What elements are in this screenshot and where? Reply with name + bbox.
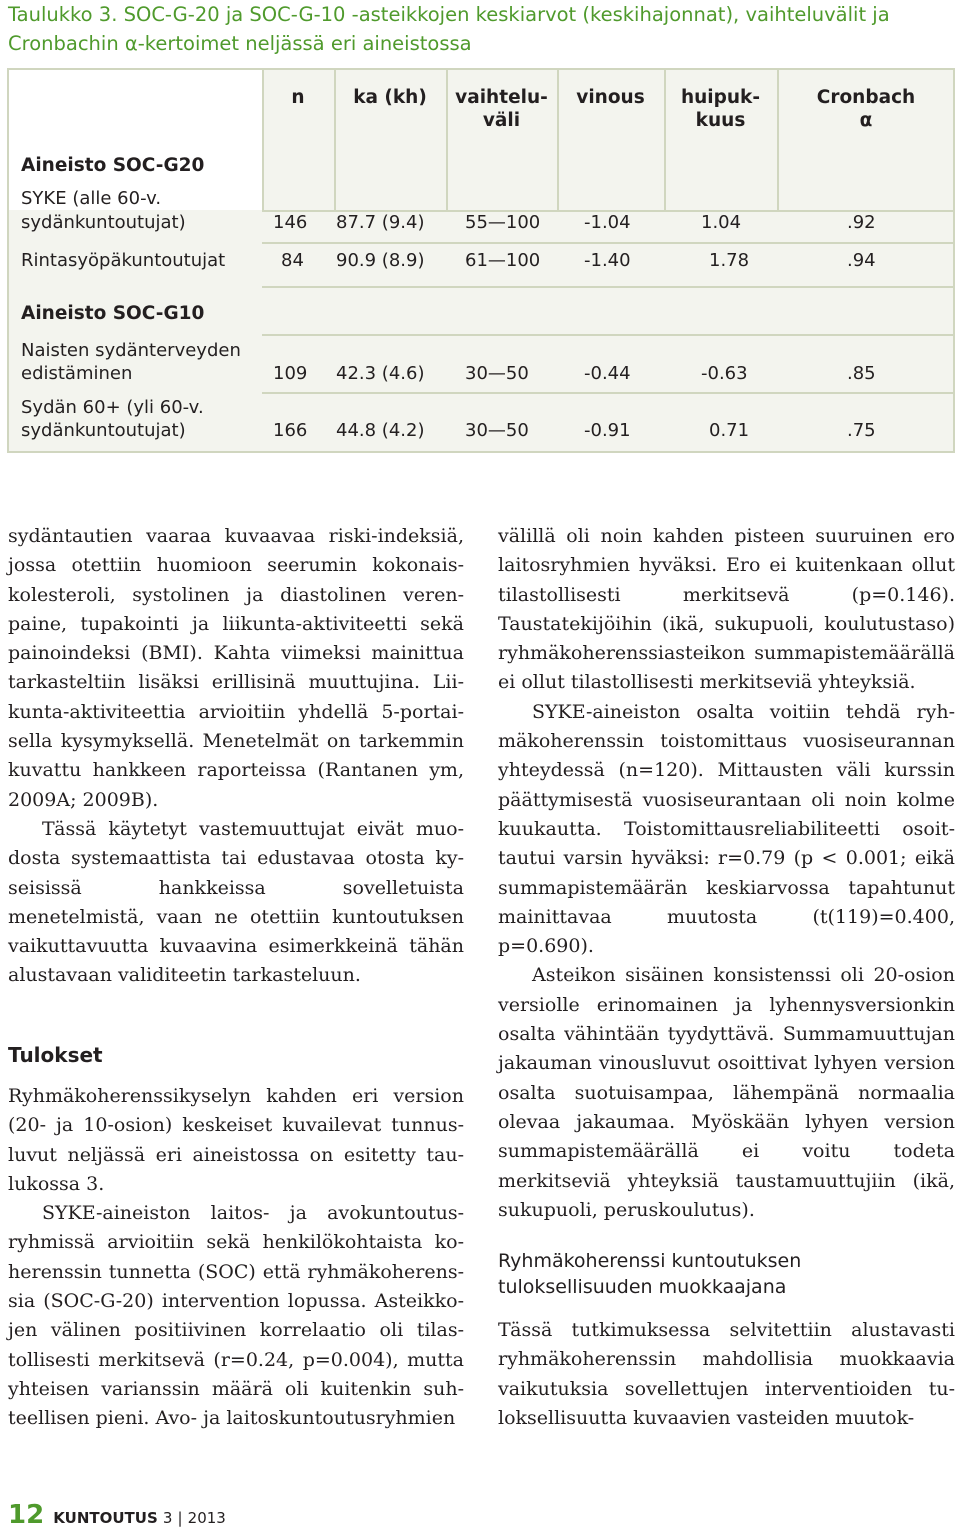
cell-range: 30—50 [465, 420, 529, 441]
cell-skew: -1.40 [584, 250, 631, 271]
cell-mean: 42.3 (4.6) [336, 363, 425, 384]
col-header-mean: ka (kh) [353, 87, 427, 108]
cell-n: 84 [281, 250, 304, 271]
page-number: 12 [8, 1500, 45, 1530]
right-text-column [498, 522, 955, 1225]
section-heading: Tulokset [8, 1043, 103, 1067]
table-rule [262, 242, 953, 244]
row-label-line1: Sydän 60+ (yli 60-v. [21, 397, 204, 418]
col-header-range-line2: väli [482, 110, 521, 131]
cell-n: 166 [273, 420, 308, 441]
issue-number: 3 [162, 1509, 173, 1527]
body-paragraph: välillä oli noin kahden pisteen suuruinen ero laitosryhmien hyväksi. Ero ei kuitenkaan ollut tilastollisesti merkitsevä (p=0.146). Taustatekijöihin (ikä, sukupuoli, koulutustaso) ryhmäkoherenssiasteikon summapistemäärällä ei ollut tilastollisesti merkitseviä yhteyksiä. [498, 525, 955, 694]
col-header-range-line1: vaihtelu- [455, 87, 548, 108]
cell-kurtosis: -0.63 [701, 363, 748, 384]
col-header-range [446, 86, 557, 132]
row-label-line1: SYKE (alle 60-v. [21, 188, 162, 209]
body-paragraph: SYKE-aineiston osalta voitiin tehdä ryhmäkoherenssin toistomittaus vuosiseurannan yhteydessä (n=120). Mittausten väli kurssin päättymisestä vuosiseurantaan oli noin kolme kuukautta. Toistomittausreliabiliteetti osoittautui varsin hyväksi: r=0.79 (p < 0.001; eikä summapistemäärän keskiarvossa tapahtunut mainittavaa muutosta (t(119)=0.400, p=0.690). [498, 700, 955, 958]
body-paragraph: Tässä käytetyt vastemuuttujat eivät muodosta systemaattista tai edustavaa otosta kyseisissä hankkeissa sovelletuista menetelmistä, vaan ne otettiin kuntoutuksen vaikuttavuutta kuvaavina esimerkkeinä tähän alustavaan validiteetin tarkasteluun. [8, 817, 464, 987]
footer-separator: | [177, 1509, 183, 1527]
data-table [7, 68, 955, 453]
cell-skew: -0.44 [584, 363, 631, 384]
group-title-soc-g10: Aineisto SOC-G10 [21, 303, 205, 324]
table-rule [262, 392, 953, 394]
body-paragraph: Ryhmäkoherenssikyselyn kahden eri version (20- ja 10-osion) keskeiset kuvailevat tunnusluvut neljässä eri aineistossa on esitetty taulukossa 3. [8, 1085, 464, 1195]
left-text-column [8, 522, 464, 991]
cell-alpha: .75 [847, 420, 876, 441]
table-caption: Taulukko 3. SOC-G-20 ja SOC-G-10 -asteikkojen keskiarvot (keskihajonnat), vaihteluvälit ja Cronbachin α-kertoimet neljässä eri aineistossa [8, 3, 890, 55]
col-header-skew: vinous [576, 87, 645, 108]
col-header-alpha-line2: α [859, 110, 873, 131]
row-label-line2: edistäminen [21, 363, 133, 384]
cell-mean: 87.7 (9.4) [336, 212, 425, 233]
row-label-line2: sydänkuntoutujat) [21, 212, 186, 233]
body-paragraph: Asteikon sisäinen konsistenssi oli 20-osion versiolle erinomainen ja lyhennysversionkin osalta vähintään tyydyttävä. Summamuuttujan jakauman vinousluvut osoittivat lyhyen version osalta suotuisampaa, lähempänä normaalia olevaa jakaumaa. Myöskään lyhyen version summapistemäärällä ei voitu todeta merkitseviä yhteyksiä taustamuuttujiin (ikä, sukupuoli, peruskoulutus). [498, 964, 955, 1221]
row-label: Rintasyöpäkuntoutujat [21, 250, 226, 271]
col-header-n: n [291, 87, 305, 108]
table-rule [262, 286, 953, 288]
row-label-line1: Naisten sydänterveyden [21, 340, 241, 361]
page-footer [8, 1500, 226, 1530]
body-paragraph: Tässä tutkimuksessa selvitettiin alustavasti ryhmäkoherenssin mahdollisia muokkaavia vaikutuksia sovellettujen interventioiden tuloksellisuutta kuvaavien vasteiden muutok- [498, 1319, 955, 1429]
group-title-soc-g20: Aineisto SOC-G20 [21, 155, 205, 176]
cell-kurtosis: 1.04 [701, 212, 742, 233]
col-header-kurtosis [664, 86, 777, 132]
cell-alpha: .94 [847, 250, 876, 271]
cell-alpha: .92 [847, 212, 876, 233]
cell-kurtosis: 0.71 [709, 420, 750, 441]
subsection-heading: Ryhmäkoherenssi kuntoutuksen tuloksellisuuden muokkaajana [498, 1250, 802, 1298]
cell-mean: 90.9 (8.9) [336, 250, 425, 271]
col-header-kurtosis-line1: huipuk- [680, 87, 761, 108]
col-header-alpha-line1: Cronbach [816, 87, 916, 108]
col-header-alpha [777, 86, 955, 132]
left-text-column-results [8, 1082, 464, 1434]
cell-skew: -0.91 [584, 420, 631, 441]
table-rule [262, 334, 953, 336]
cell-mean: 44.8 (4.2) [336, 420, 425, 441]
cell-range: 55—100 [465, 212, 541, 233]
row-label-line2: sydänkuntoutujat) [21, 420, 186, 441]
col-header-kurtosis-line2: kuus [695, 110, 746, 131]
issue-year: 2013 [187, 1509, 226, 1527]
right-text-column-end [498, 1316, 955, 1433]
cell-alpha: .85 [847, 363, 876, 384]
body-paragraph: SYKE-aineiston laitos- ja avokuntoutusryhmissä arvioitiin sekä henkilökohtaista koherenssin tunnetta (SOC) että ryhmäkoherenssia (SOC-G-20) intervention lopussa. Asteikkojen välinen positiivinen korrelaatio oli tilastollisesti merkitsevä (r=0.24, p=0.004), mutta yhteisen varianssin määrä oli kuitenkin suhteellisen pieni. Avo- ja laitoskuntoutusryhmien [8, 1202, 464, 1430]
cell-skew: -1.04 [584, 212, 631, 233]
journal-name: KUNTOUTUS [53, 1509, 158, 1527]
cell-kurtosis: 1.78 [709, 250, 750, 271]
cell-n: 146 [273, 212, 308, 233]
cell-range: 30—50 [465, 363, 529, 384]
body-paragraph: sydäntautien vaaraa kuvaavaa riski-indeksiä, jossa otettiin huomioon seerumin kokonaiskolesteroli, systolinen ja diastolinen verenpaine, tupakointi ja liikunta-aktiviteetti sekä painoindeksi (BMI). Kahta viimeksi mainittua tarkasteltiin lisäksi erillisinä muuttujina. Liikunta-aktiviteettia arvioitiin yhdellä 5-portaisella kysymyksellä. Menetelmät on tarkemmin kuvattu hankkeen raporteissa (Rantanen ym, 2009A; 2009B). [8, 525, 464, 811]
cell-n: 109 [273, 363, 308, 384]
cell-range: 61—100 [465, 250, 541, 271]
